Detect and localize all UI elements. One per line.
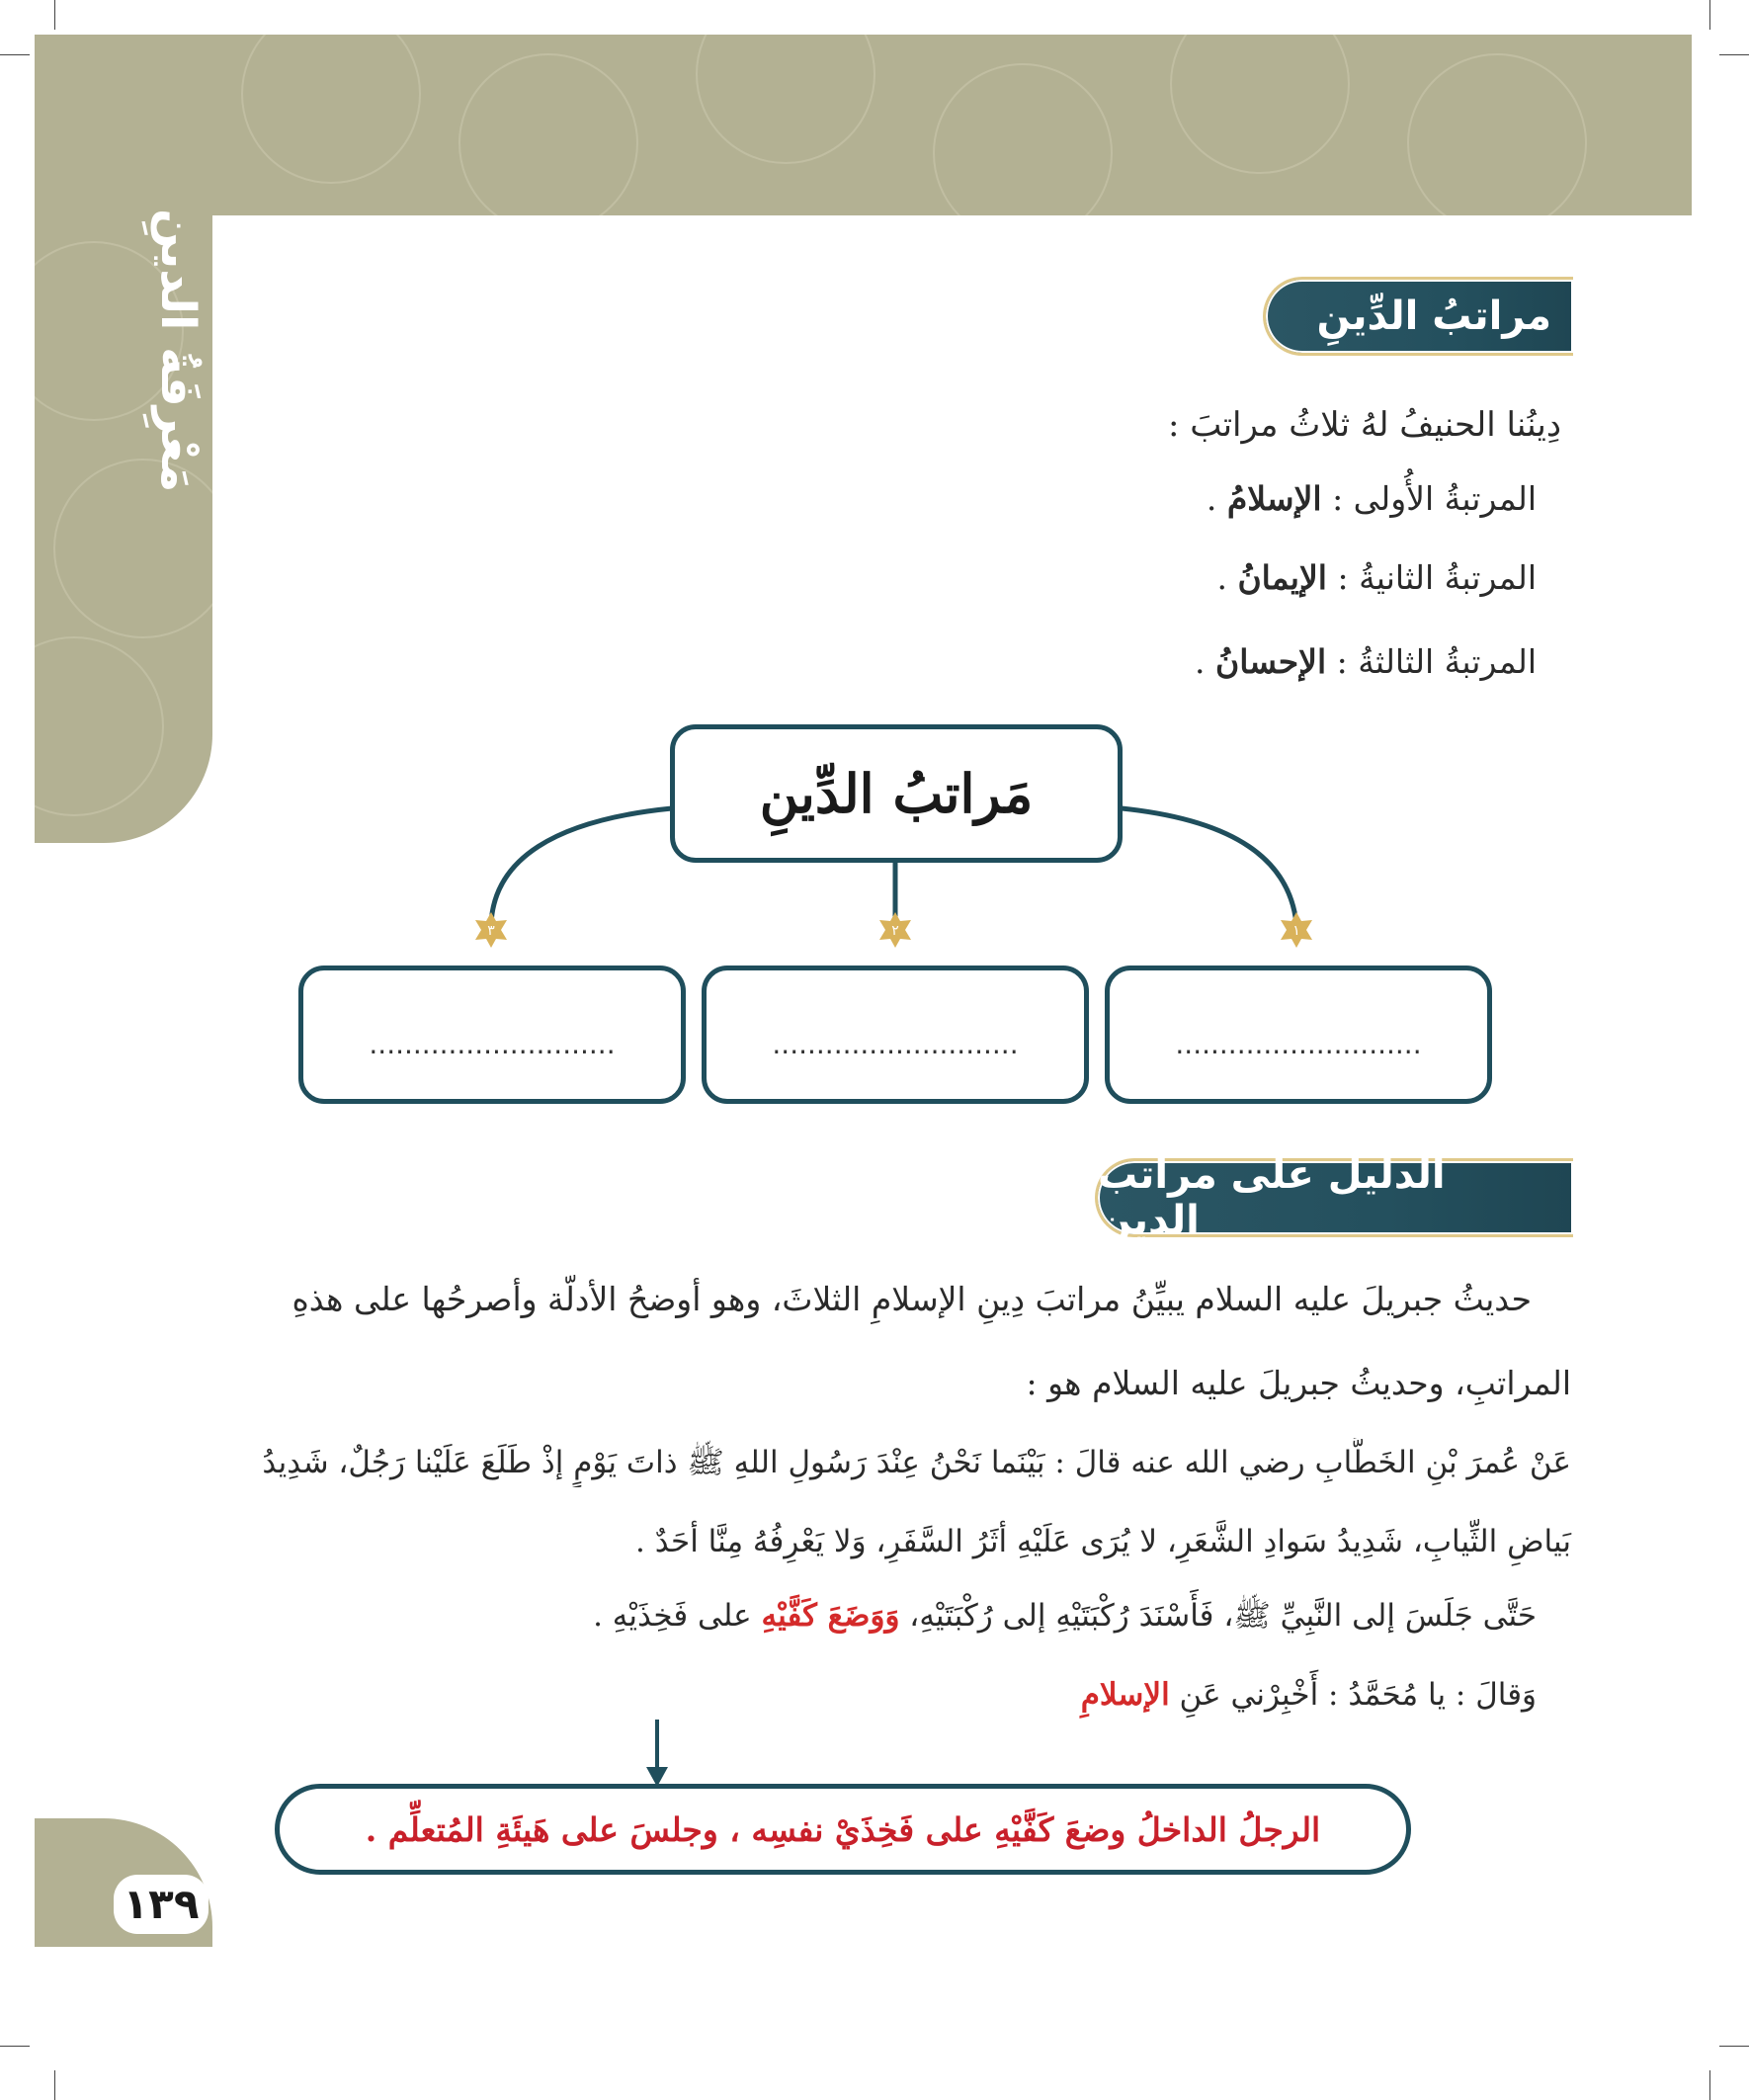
- badge-label: ٣: [487, 923, 495, 939]
- crop-mark: [1719, 2046, 1749, 2047]
- page-number-text: ١٣٩: [114, 1875, 209, 1934]
- answer-box-2[interactable]: [702, 966, 1089, 1104]
- star-badge-2: [876, 911, 914, 949]
- answer-blank: ............................: [1175, 1028, 1422, 1060]
- answer-box-3[interactable]: [298, 966, 686, 1104]
- down-arrow-icon: [642, 1720, 672, 1789]
- hadith-line-2: بَياضِ الثِّيابِ، شَدِيدُ سَوادِ الشَّعَرِ، لا يُرَى عَلَيْهِ أثَرُ السَّفَرِ، وَلا يَعْرِفُهُ مِنَّا أحَدٌ .: [635, 1524, 1571, 1559]
- highlight-text: وَوَضَعَ كَفَّيْهِ: [761, 1598, 900, 1634]
- answer-blank: ............................: [369, 1028, 616, 1060]
- answer-box-1[interactable]: [1105, 966, 1492, 1104]
- page-number: [117, 1870, 206, 1939]
- star-badge-1: [1278, 911, 1315, 949]
- intro-text: دِينُنا الحنيفُ لهُ ثلاثُ مراتبَ :: [1167, 405, 1561, 445]
- rank-value: الإسلامُ: [1226, 479, 1322, 518]
- rank-value: الإحسانُ: [1215, 642, 1327, 681]
- badge-label: ٢: [891, 923, 899, 939]
- conclusion-box: الرجلُ الداخلُ وضعَ كَفَّيْهِ على فَخِذَيْ نفسِه ، وجلسَ على هَيئَةِ المُتعلِّم .: [275, 1784, 1411, 1875]
- connector-right: [1122, 808, 1296, 924]
- hadith-line-1: عَنْ عُمرَ بْنِ الخَطَّابِ رضي الله عنه قالَ : بَيْنَما نَحْنُ عِنْدَ رَسُولِ اللهِ ﷺ ذاتَ يَوْمٍ إذْ طَلَعَ عَلَيْنا رَجُلٌ، شَدِيدُ: [262, 1445, 1571, 1480]
- hadith-line-4: [593, 1670, 1537, 1720]
- crop-mark: [1709, 2070, 1710, 2100]
- answer-blank: ............................: [772, 1028, 1019, 1060]
- section-heading-banner: [1095, 1152, 1573, 1243]
- side-title: مَعْرِفَةُ الدينِ: [150, 209, 206, 493]
- evidence-line-2: المراتبِ، وحديثُ جبريلَ عليه السلام هو :: [1026, 1364, 1571, 1402]
- rank-end: .: [1216, 558, 1238, 597]
- badge-label: ١: [1292, 923, 1300, 939]
- section-heading: الدليل على مراتب الدين: [1098, 1152, 1446, 1243]
- connector-left: [491, 808, 672, 924]
- crop-mark: [0, 2046, 30, 2047]
- crop-mark: [54, 2070, 55, 2100]
- star-badge-3: [472, 911, 510, 949]
- highlight-text: الإسلامِ: [1080, 1677, 1170, 1713]
- root-box: [670, 724, 1123, 863]
- rank-label: المرتبةُ الأُولى :: [1321, 479, 1537, 518]
- root-label: مَراتبُ الدِّينِ: [759, 762, 1034, 825]
- hadith-text: على فَخِذَيْهِ .: [593, 1598, 762, 1634]
- rank-label: المرتبةُ الثانيةُ :: [1326, 558, 1537, 597]
- hadith-line-3: [296, 1591, 1537, 1640]
- hadith-text: حَتَّى جَلَسَ إلى النَّبِيِّ ﷺ، فَأَسْنَدَ رُكْبَتَيْهِ إلى رُكْبَتَيْهِ،: [899, 1598, 1537, 1634]
- rank-label: المرتبةُ الثالثةُ :: [1326, 642, 1537, 681]
- evidence-line-1: حديثُ جبريلَ عليه السلام يبيِّنُ مراتبَ دِينِ الإسلامِ الثلاثَ، وهو أوضحُ الأدلَّة وأصرحُها على هذهِ: [292, 1280, 1532, 1318]
- hadith-text: وَقالَ : يا مُحَمَّدُ : أَخْبِرْني عَنِ: [1169, 1677, 1537, 1713]
- rank-value: الإيمانُ: [1237, 558, 1327, 597]
- rank-end: .: [1206, 479, 1227, 518]
- rank-end: .: [1195, 642, 1215, 681]
- section-heading: مراتبُ الدِّينِ: [1316, 294, 1551, 339]
